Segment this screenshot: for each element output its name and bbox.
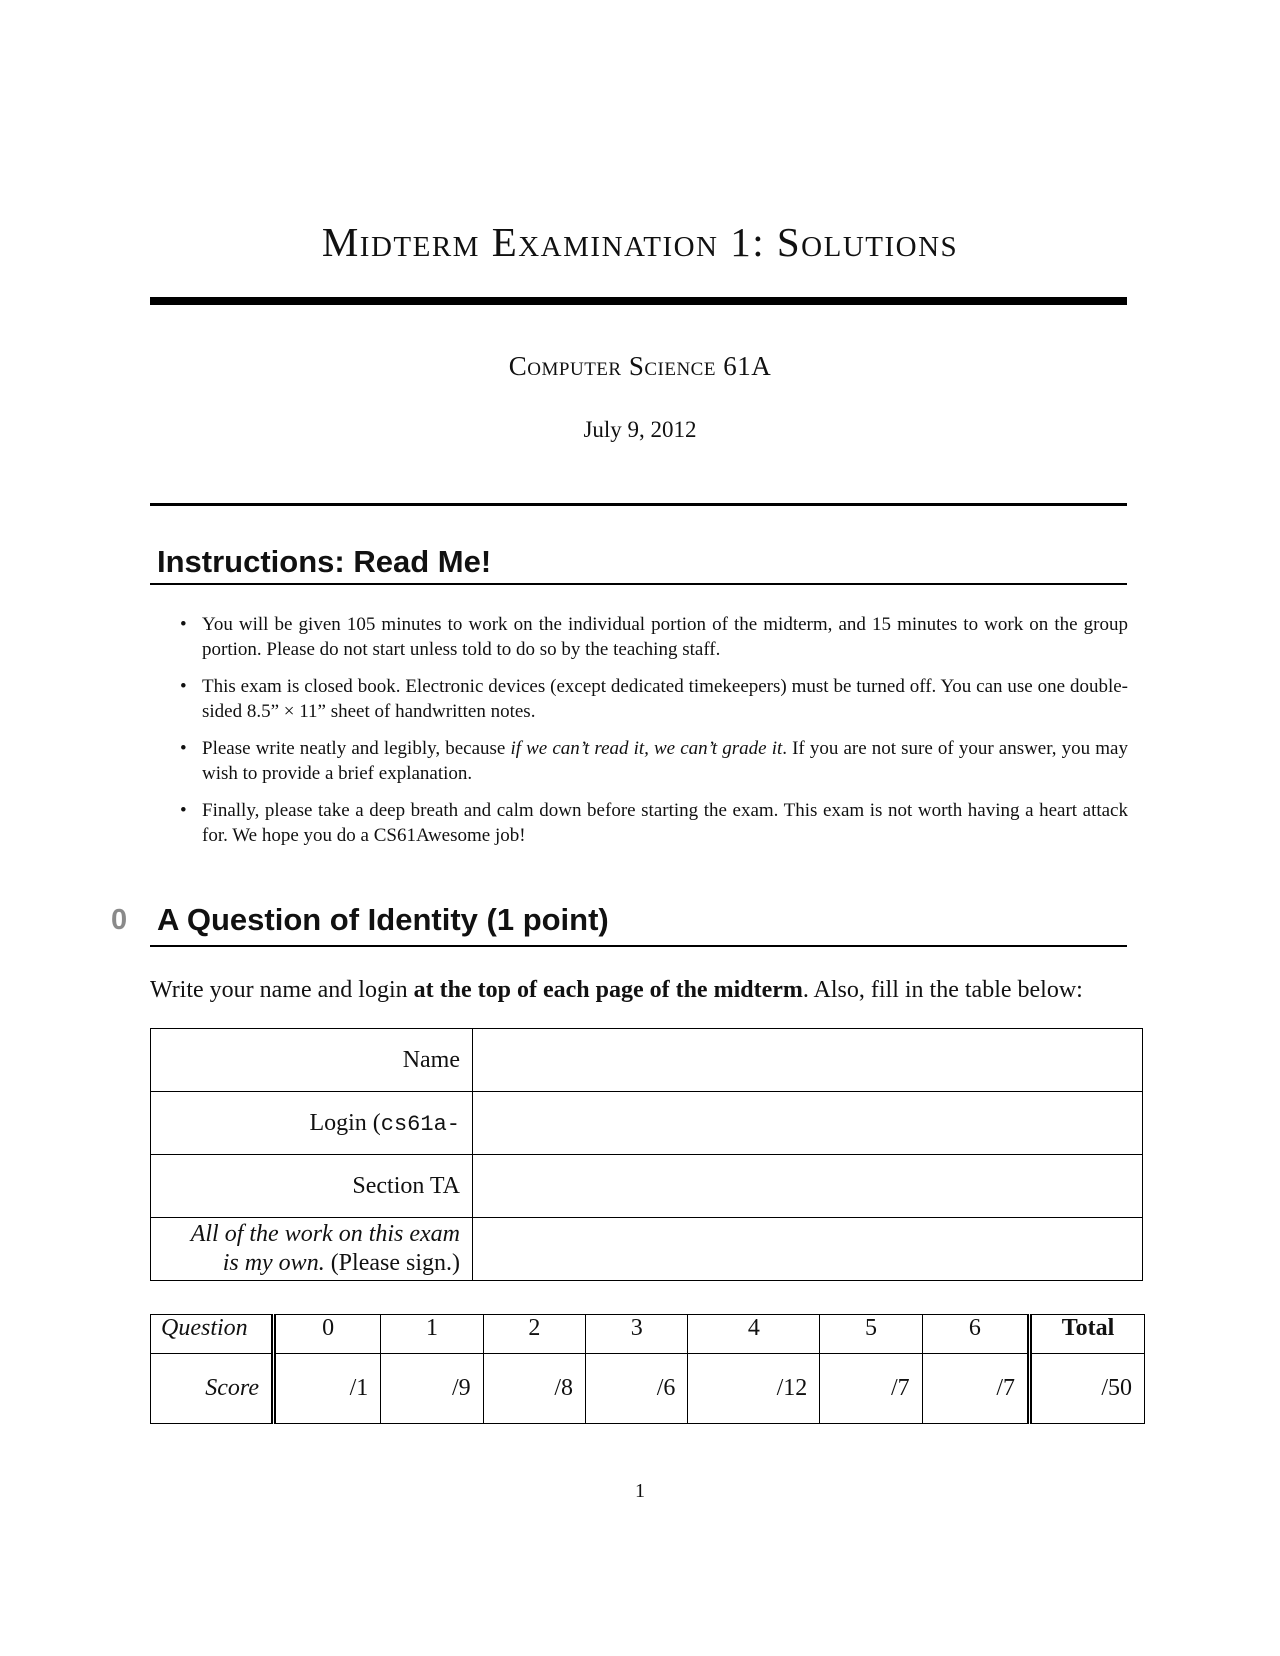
intro-text: Write your name and login <box>150 977 414 1003</box>
question-number: 5 <box>820 1315 922 1354</box>
score-cell: /8 <box>483 1354 585 1424</box>
login-label-text: Login ( <box>309 1109 381 1136</box>
signature-field[interactable] <box>473 1218 1143 1281</box>
score-row <box>151 1354 1145 1424</box>
identity-table <box>150 1028 1143 1281</box>
instructions-heading: Instructions: Read Me! <box>157 544 492 579</box>
page-number: 1 <box>635 1480 645 1502</box>
question-row <box>151 1315 1145 1354</box>
instruction-item: • Finally, please take a deep breath and calm down before starting the exam. This exam is not worth having a heart attack for. We hope you do a CS61Awesome job! <box>180 798 1128 848</box>
score-cell: /7 <box>820 1354 922 1424</box>
signature-statement: is my own. <box>222 1250 325 1276</box>
exam-date: July 9, 2012 <box>583 417 697 442</box>
question-number: 1 <box>381 1315 483 1354</box>
instruction-text: . If you are not sure of your answer, you may wish to provide a brief explanation. <box>202 738 1128 784</box>
instructions-rule <box>150 583 1127 585</box>
signature-instruction: (Please sign.) <box>324 1250 460 1276</box>
header-rule <box>150 503 1127 506</box>
section-number: 0 <box>111 904 128 936</box>
signature-label <box>151 1218 473 1281</box>
name-row <box>151 1029 1143 1092</box>
question-number: 6 <box>922 1315 1029 1354</box>
section-intro <box>150 977 1083 1004</box>
question-number: 2 <box>483 1315 585 1354</box>
score-table <box>150 1314 1145 1424</box>
score-cell: /9 <box>381 1354 483 1424</box>
exam-title: Midterm Examination 1: Solutions <box>321 219 959 265</box>
intro-bold: at the top of each page of the midterm <box>413 977 803 1003</box>
score-header: Score <box>151 1354 274 1424</box>
score-cell: /6 <box>586 1354 688 1424</box>
score-cell: /12 <box>688 1354 820 1424</box>
login-label <box>151 1092 473 1155</box>
intro-text: . Also, fill in the table below: <box>802 977 1083 1003</box>
section-heading: A Question of Identity (1 point) <box>157 902 609 937</box>
course-name: Computer Science 61A <box>508 351 772 381</box>
login-row <box>151 1092 1143 1155</box>
login-field[interactable] <box>473 1092 1143 1155</box>
question-number: 3 <box>586 1315 688 1354</box>
section-rule <box>150 945 1127 947</box>
instruction-text: Please write neatly and legibly, because <box>202 738 511 759</box>
signature-row <box>151 1218 1143 1281</box>
instructions-list <box>180 612 1128 860</box>
total-score-cell: /50 <box>1030 1354 1145 1424</box>
instruction-item: • You will be given 105 minutes to work on the individual portion of the midterm, and 15 minutes to work on the group portion. Please do not start unless told to do so by the teaching staff. <box>180 612 1128 662</box>
signature-statement: All of the work on this exam <box>190 1221 460 1247</box>
name-label: Name <box>151 1029 473 1092</box>
question-header: Question <box>151 1315 274 1354</box>
instruction-item: • This exam is closed book. Electronic devices (except dedicated timekeepers) must be turned off. You can use one double-sided 8.5” × 11” sheet of handwritten notes. <box>180 674 1128 724</box>
section-ta-field[interactable] <box>473 1155 1143 1218</box>
total-header: Total <box>1030 1315 1145 1354</box>
question-number: 0 <box>274 1315 381 1354</box>
score-cell: /1 <box>274 1354 381 1424</box>
name-field[interactable] <box>473 1029 1143 1092</box>
instruction-item <box>180 736 1128 786</box>
question-number: 4 <box>688 1315 820 1354</box>
section-ta-label: Section TA <box>151 1155 473 1218</box>
login-prefix: cs61a- <box>380 1111 460 1137</box>
section-ta-row <box>151 1155 1143 1218</box>
instruction-emphasis: if we can’t read it, we can’t grade it <box>510 738 783 759</box>
title-rule <box>150 297 1127 305</box>
score-cell: /7 <box>922 1354 1029 1424</box>
